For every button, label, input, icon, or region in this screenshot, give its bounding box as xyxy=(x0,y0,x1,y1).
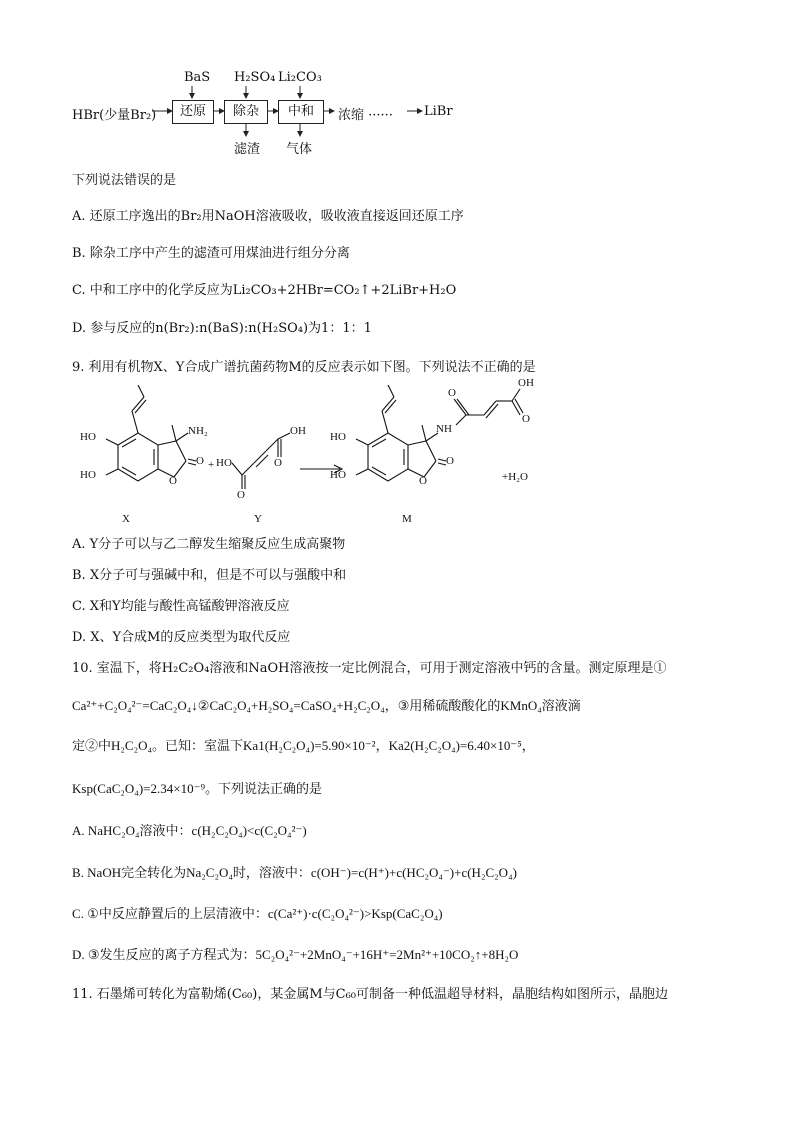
y-o-top: O xyxy=(274,457,282,469)
x-ho-bottom: HO xyxy=(80,469,96,481)
q8-option-b: B. 除杂工序中产生的滤渣可用煤油进行组分分离 xyxy=(72,246,350,261)
y-o-bottom: O xyxy=(237,489,245,501)
q8-stem: 下列说法错误的是 xyxy=(72,173,177,188)
flow-output-residue: 滤渣 xyxy=(234,142,261,157)
q9-option-c: C. X和Y均能与酸性高锰酸钾溶液反应 xyxy=(72,599,290,614)
flow-reagent-1: BaS xyxy=(184,70,211,85)
flow-start: HBr(少量Br₂) xyxy=(72,108,157,123)
q11-line-1: 11. 石墨烯可转化为富勒烯(C₆₀)，某金属M与C₆₀可制备一种低温超导材料，晶胞结构如图所示，晶胞边 xyxy=(72,987,669,1002)
m-amide-o: O xyxy=(448,387,456,399)
x-ho-top: HO xyxy=(80,431,96,443)
process-flow-diagram xyxy=(72,62,492,162)
flow-step-reduction: 还原 xyxy=(172,100,214,124)
q10-line-2: Ca²⁺+C₂O₄²⁻=CaC₂O₄↓②CaC₂O₄+H₂SO₄=CaSO₄+H₂C₂O₄，③用稀硫酸酸化的KMnO₄溶液滴 xyxy=(72,698,581,713)
m-ho-bottom: HO xyxy=(330,469,346,481)
y-ho: HO xyxy=(216,457,232,469)
label-x: X xyxy=(122,513,130,525)
q10-option-d: D. ③发生反应的离子方程式为：5C₂O₄²⁻+2MnO₄⁻+16H⁺=2Mn²⁺+10CO₂↑+8H₂O xyxy=(72,947,519,962)
q8-option-a: A. 还原工序逸出的Br₂用NaOH溶液吸收，吸收液直接返回还原工序 xyxy=(72,209,464,224)
x-carbonyl-o: O xyxy=(196,455,204,467)
plus-sign: + xyxy=(208,459,215,471)
structure-drawings xyxy=(72,385,632,530)
m-carbonyl-o: O xyxy=(446,455,454,467)
q9-stem: 9. 利用有机物X、Y合成广谱抗菌药物M的反应表示如下图。下列说法不正确的是 xyxy=(72,360,536,375)
m-acid-o: O xyxy=(522,413,530,425)
q10-line-1: 10. 室温下，将H₂C₂O₄溶液和NaOH溶液按一定比例混合，可用于测定溶液中钙的含量。测定原理是① xyxy=(72,661,667,676)
q10-option-c: C. ①中反应静置后的上层清液中：c(Ca²⁺)·c(C₂O₄²⁻)>Ksp(CaC₂O₄) xyxy=(72,906,443,921)
q8-option-d: D. 参与反应的n(Br₂):n(BaS):n(H₂SO₄)为1：1：1 xyxy=(72,321,372,336)
label-m: M xyxy=(402,513,412,525)
flow-after-step: 浓缩 ······ xyxy=(338,108,393,123)
m-nh: NH xyxy=(436,423,452,435)
q10-option-b: B. NaOH完全转化为Na₂C₂O₄时，溶液中：c(OH⁻)=c(H⁺)+c(HC₂O₄⁻)+c(H₂C₂O₄) xyxy=(72,865,517,880)
q9-option-a: A. Y分子可以与乙二醇发生缩聚反应生成高聚物 xyxy=(72,537,346,552)
q10-option-a: A. NaHC₂O₄溶液中：c(H₂C₂O₄)<c(C₂O₄²⁻) xyxy=(72,823,307,838)
flow-product: LiBr xyxy=(424,104,453,119)
q10-line-4: Ksp(CaC₂O₄)=2.34×10⁻⁹。下列说法正确的是 xyxy=(72,781,322,796)
flow-step-neutralization: 中和 xyxy=(278,100,324,124)
label-y: Y xyxy=(254,513,262,525)
flow-reagent-3: Li₂CO₃ xyxy=(278,70,322,85)
x-nh2: NH₂ xyxy=(188,425,208,437)
q9-option-d: D. X、Y合成M的反应类型为取代反应 xyxy=(72,630,291,645)
q9-option-b: B. X分子可与强碱中和，但是不可以与强酸中和 xyxy=(72,568,347,583)
m-ho-top: HO xyxy=(330,431,346,443)
flow-step-impurity-removal: 除杂 xyxy=(224,100,268,124)
water-product: +H₂O xyxy=(502,471,528,483)
q8-option-c: C. 中和工序中的化学反应为Li₂CO₃+2HBr=CO₂↑+2LiBr+H₂O xyxy=(72,283,457,298)
m-oh: OH xyxy=(518,377,534,389)
m-ring-o: O xyxy=(419,475,427,487)
q10-line-3: 定②中H₂C₂O₄。已知：室温下Ka1(H₂C₂O₄)=5.90×10⁻²，Ka2(H₂C₂O₄)=6.40×10⁻⁵， xyxy=(72,738,535,753)
flow-reagent-2: H₂SO₄ xyxy=(234,70,276,85)
flow-output-gas: 气体 xyxy=(286,142,313,157)
x-ring-o: O xyxy=(169,475,177,487)
y-oh: OH xyxy=(290,425,306,437)
reaction-scheme xyxy=(72,377,632,530)
